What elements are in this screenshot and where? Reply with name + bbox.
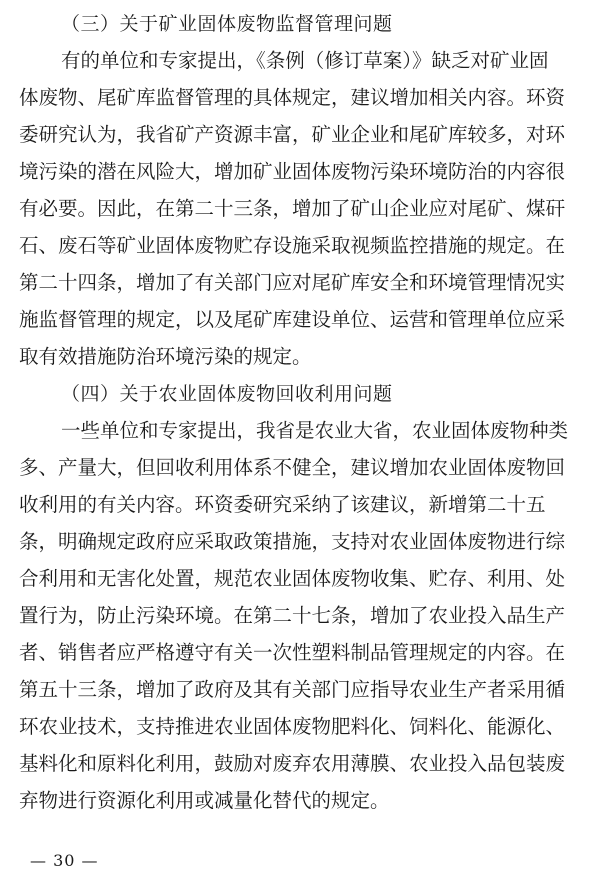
paragraph-line: 施监督管理的规定，以及尾矿库建设单位、运营和管理单位应采 bbox=[19, 308, 566, 331]
page-number: — 30 — bbox=[30, 851, 99, 870]
paragraph-line: 弃物进行资源化利用或减量化替代的规定。 bbox=[19, 789, 390, 812]
paragraph-line: 第二十四条，增加了有关部门应对尾矿库安全和环境管理情况实 bbox=[19, 271, 566, 294]
paragraph-line: 有必要。因此，在第二十三条，增加了矿山企业应对尾矿、煤矸 bbox=[19, 197, 566, 220]
paragraph-line: 取有效措施防治环境污染的规定。 bbox=[19, 345, 312, 368]
paragraph-line: 环农业技术，支持推进农业固体废物肥料化、饲料化、能源化、 bbox=[19, 715, 566, 738]
paragraph-line: 条，明确规定政府应采取政策措施，支持对农业固体废物进行综 bbox=[19, 530, 566, 553]
paragraph-line: 合利用和无害化处置，规范农业固体废物收集、贮存、利用、处 bbox=[19, 567, 566, 590]
paragraph-line: 石、废石等矿业固体废物贮存设施采取视频监控措施的规定。在 bbox=[19, 234, 566, 257]
paragraph-line: 委研究认为，我省矿产资源丰富，矿业企业和尾矿库较多，对环 bbox=[19, 123, 566, 146]
paragraph-line: 境污染的潜在风险大，增加矿业固体废物污染环境防治的内容很 bbox=[19, 160, 566, 183]
paragraph-line: 置行为，防止污染环境。在第二十七条，增加了农业投入品生产 bbox=[19, 604, 566, 627]
paragraph-line: 者、销售者应严格遵守有关一次性塑料制品管理规定的内容。在 bbox=[19, 641, 566, 664]
paragraph-line: 基料化和原料化利用，鼓励对废弃农用薄膜、农业投入品包装废 bbox=[19, 752, 566, 775]
paragraph-line: 第五十三条，增加了政府及其有关部门应指导农业生产者采用循 bbox=[19, 678, 566, 701]
paragraph-line: 体废物、尾矿库监督管理的具体规定，建议增加相关内容。环资 bbox=[19, 86, 566, 109]
section-4-heading: （四）关于农业固体废物回收利用问题 bbox=[61, 383, 393, 405]
paragraph-line: 有的单位和专家提出，《条例（修订草案）》缺乏对矿业固 bbox=[61, 49, 549, 72]
paragraph-line: 收利用的有关内容。环资委研究采纳了该建议，新增第二十五 bbox=[19, 493, 546, 516]
paragraph-line: 一些单位和专家提出，我省是农业大省，农业固体废物种类 bbox=[61, 419, 569, 442]
section-3-heading: （三）关于矿业固体废物监督管理问题 bbox=[61, 13, 393, 35]
paragraph-line: 多、产量大，但回收利用体系不健全，建议增加农业固体废物回 bbox=[19, 456, 566, 479]
